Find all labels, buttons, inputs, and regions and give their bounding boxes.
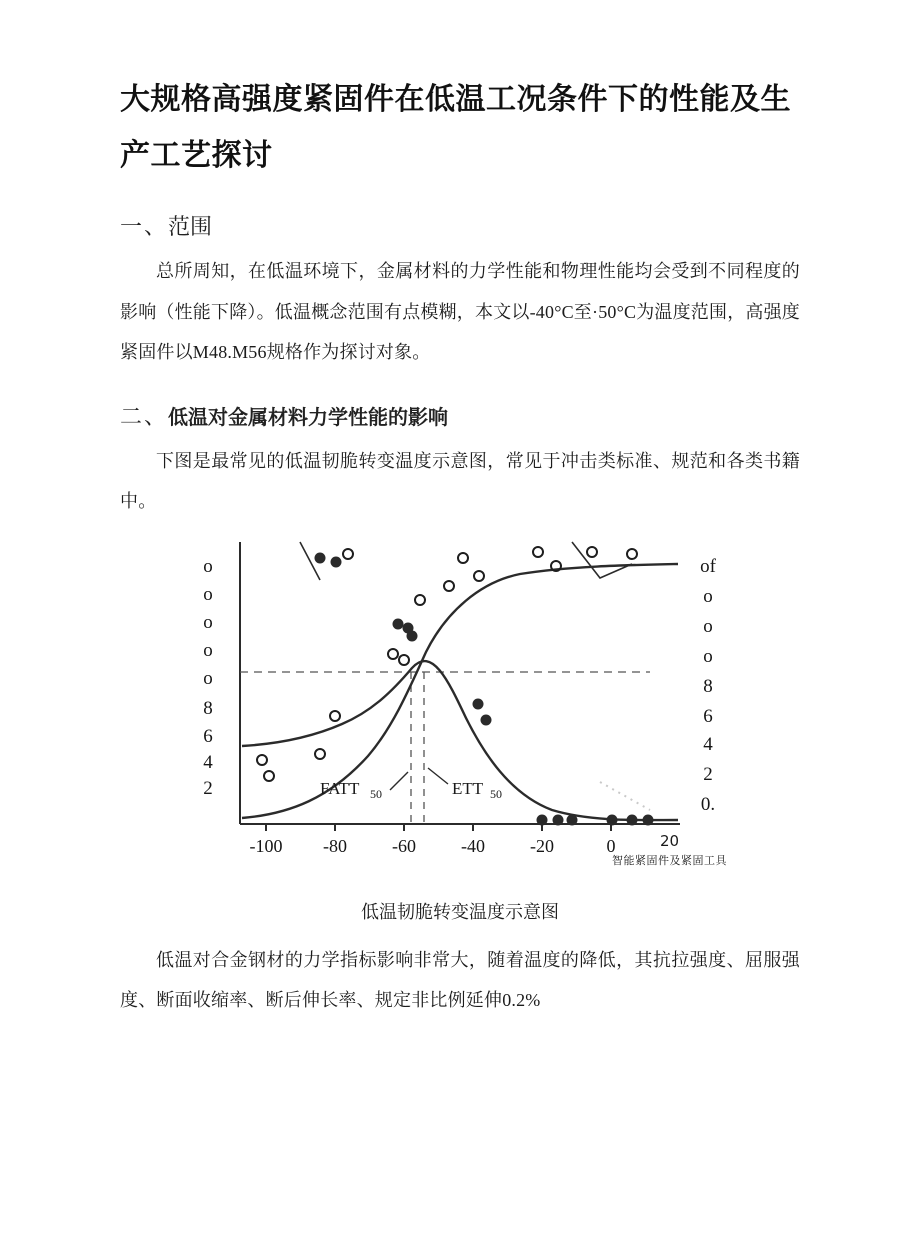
left-label-0: o <box>203 555 213 577</box>
right-label-4: 8 <box>703 675 713 697</box>
paragraph-2-2: 低温对合金钢材的力学指标影响非常大，随着温度的降低，其抗拉强度、屈服强度、断面收缩率、断后伸长率、规定非比例延伸0.2% <box>120 949 800 1010</box>
watermark-text: 智能紧固件及紧固工具 <box>612 853 727 867</box>
x-tick-1: -80 <box>323 835 347 856</box>
chart-annotation-fatt <box>320 772 408 801</box>
right-label-6: 4 <box>703 733 713 755</box>
left-label-6: 6 <box>203 725 213 747</box>
x-tick-3: -40 <box>461 835 485 856</box>
svg-text:50: 50 <box>490 786 502 801</box>
chart-filled-points <box>315 552 654 825</box>
chart-faint-trail <box>600 782 650 810</box>
right-label-0: of <box>700 555 716 577</box>
chart-right-axis-labels <box>700 556 717 815</box>
section-heading-1 <box>120 205 800 249</box>
x-tick-0: -100 <box>249 835 283 856</box>
left-label-4: o <box>203 667 213 689</box>
figure-caption: 低温韧脆转变温度示意图 <box>361 901 559 922</box>
left-label-7: 4 <box>203 751 213 773</box>
transition-temperature-chart <box>180 532 740 872</box>
section-number-2: 二、 <box>120 403 169 429</box>
chart-left-axis-labels <box>203 556 213 799</box>
x-tick-5: 0 <box>606 835 616 856</box>
section-title-1: 范围 <box>168 214 213 239</box>
document-content <box>120 72 800 1021</box>
watermark-page-number: 20 <box>660 831 680 850</box>
x-tick-2: -60 <box>392 835 416 856</box>
paragraph-1-1: 总所周知，在低温环境下，金属材料的力学性能和物理性能均会受到不同程度的影响（性能下降）。低温概念范围有点模糊，本文以-40°C至·50°C为温度范围，高强度紧固件以M48.M56规格作为探讨对象。 <box>120 261 800 362</box>
left-label-2: o <box>203 611 213 633</box>
chart-annotation-ett <box>428 768 502 801</box>
svg-text:FATT: FATT <box>320 778 360 798</box>
right-label-5: 6 <box>703 705 713 727</box>
paragraph-2-1: 下图是最常见的低温韧脆转变温度示意图，常见于冲击类标准、规范和各类书籍中。 <box>120 450 800 511</box>
chart-x-ticks <box>250 824 616 856</box>
right-label-7: 2 <box>703 763 713 785</box>
section-title-2: 低温对金属材料力学性能的影响 <box>168 404 449 429</box>
right-label-8: 0. <box>700 793 716 815</box>
right-label-2: o <box>703 615 713 637</box>
chart-open-points <box>257 547 637 781</box>
section-number-1: 一、 <box>120 214 169 239</box>
svg-text:50: 50 <box>370 786 382 801</box>
section-heading-2 <box>120 395 800 439</box>
page-title: 大规格高强度紧固件在低温工况条件下的性能及生产工艺探讨 <box>120 82 791 173</box>
left-label-1: o <box>203 583 213 605</box>
left-label-8: 2 <box>203 777 213 799</box>
left-label-3: o <box>203 639 213 661</box>
x-tick-4: -20 <box>530 835 554 856</box>
left-label-5: 8 <box>203 697 213 719</box>
svg-text:ETT: ETT <box>452 778 484 798</box>
right-label-3: o <box>703 645 713 667</box>
figure-container <box>120 532 800 892</box>
right-label-1: o <box>703 585 713 607</box>
artifact-stroke-right <box>572 542 632 578</box>
